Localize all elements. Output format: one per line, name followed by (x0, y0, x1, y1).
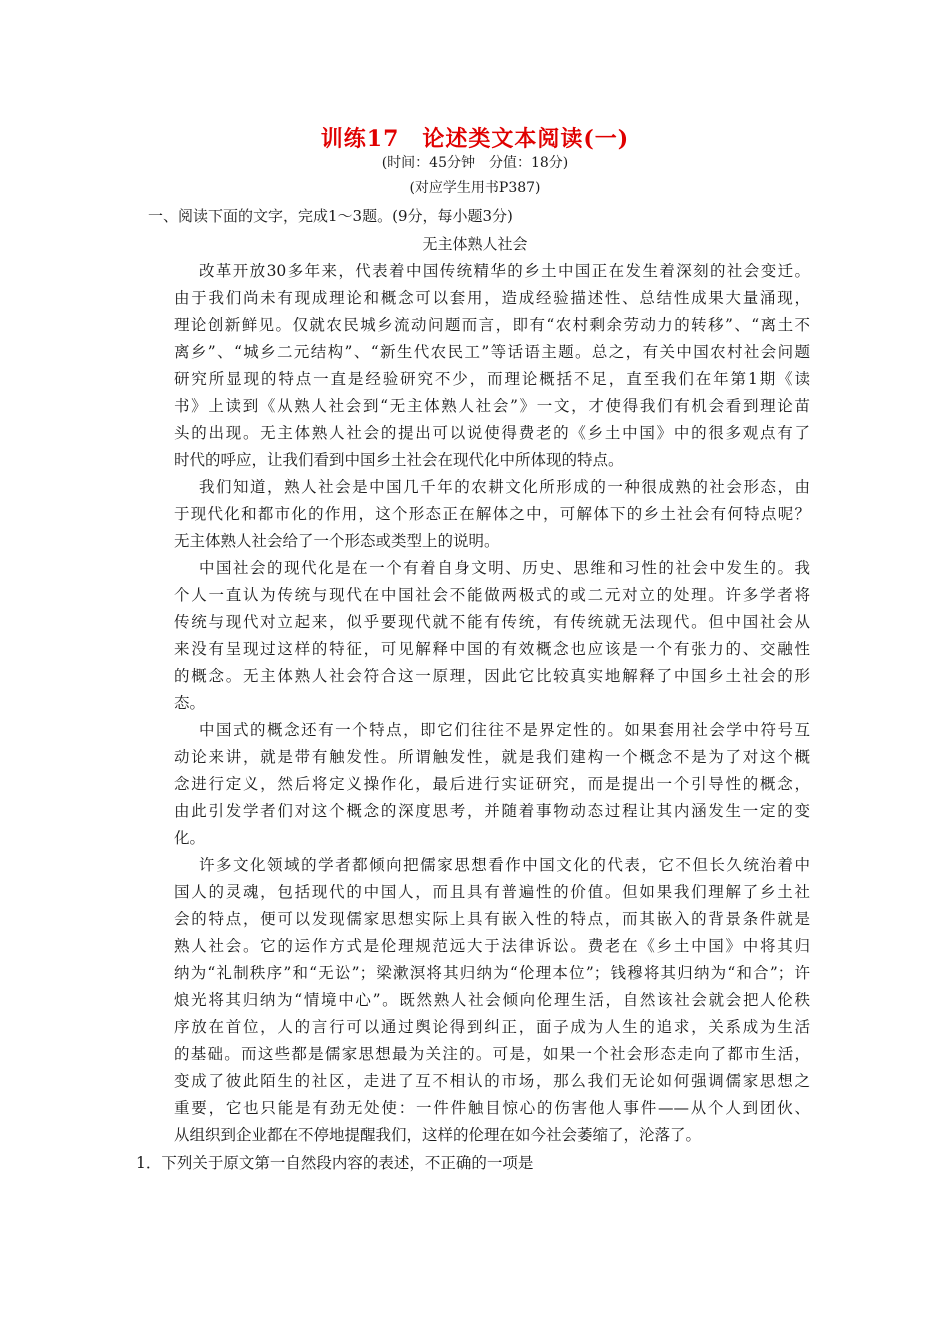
paragraph-line: 中国式的概念还有一个特点，即它们往往不是界定性的。如果套用社会学中符号互 (199, 721, 810, 739)
paragraph-line: 国人的灵魂，包括现代的中国人，而且具有普遍性的价值。但如果我们理解了乡土社 (174, 883, 810, 901)
paragraph-line: 熟人社会。它的运作方式是伦理规范远大于法律诉讼。费老在《乡土中国》中将其归 (174, 937, 810, 955)
paragraph-line: 离乡”、“城乡二元结构”、“新生代农民工”等话语主题。总之，有关中国农村社会问题 (174, 343, 810, 361)
question-1: 1．下列关于原文第一自然段内容的表述，不正确的一项是 (136, 1154, 534, 1172)
paragraph-line: 书》上读到《从熟人社会到“无主体熟人社会”》一文，才使得我们有机会看到理论苗 (174, 397, 810, 415)
paragraph-line: 中国社会的现代化是在一个有着自身文明、历史、思维和习性的社会中发生的。我 (199, 559, 810, 577)
paragraph-line: 无主体熟人社会给了一个形态或类型上的说明。 (174, 532, 500, 550)
paragraph-line: 态。 (174, 694, 206, 712)
paragraph-line: 头的出现。无主体熟人社会的提出可以说使得费老的《乡土中国》中的很多观点有了 (174, 424, 810, 442)
paragraph-line: 动论来讲，就是带有触发性。所谓触发性，就是我们建构一个概念不是为了对这个概 (174, 748, 810, 766)
paragraph-line: 由此引发学者们对这个概念的深度思考，并随着事物动态过程让其内涵发生一定的变 (174, 802, 810, 820)
article-body (174, 258, 810, 1149)
article-paragraph (174, 474, 810, 555)
paragraph-line: 化。 (174, 829, 206, 847)
page-title: 训练17 论述类文本阅读(一) (320, 126, 630, 152)
time-score-line: (时间：45分钟 分值：18分) (381, 155, 569, 171)
article-paragraph (174, 555, 810, 717)
paragraph-line: 由于我们尚未有现成理论和概念可以套用，造成经验描述性、总结性成果大量涌现， (174, 289, 810, 307)
article-title: 无主体熟人社会 (422, 235, 528, 253)
paragraph-line: 许多文化领域的学者都倾向把儒家思想看作中国文化的代表，它不但长久统治着中 (199, 856, 810, 874)
article-paragraph (174, 717, 810, 852)
paragraph-line: 会的特点，便可以发现儒家思想实际上具有嵌入性的特点，而其嵌入的背景条件就是 (174, 910, 810, 928)
paragraph-line: 重要，它也只能是有劲无处使：一件件触目惊心的伤害他人事件——从个人到团伙、 (174, 1099, 810, 1117)
article-paragraph (174, 258, 810, 474)
paragraph-line: 的基础。而这些都是儒家思想最为关注的。可是，如果一个社会形态走向了都市生活， (174, 1045, 810, 1063)
paragraph-line: 研究所显现的特点一直是经验研究不少，而理论概括不足，直至我们在年第1期《读 (174, 370, 810, 388)
section-instruction: 一、阅读下面的文字，完成1～3题。(9分，每小题3分) (148, 207, 513, 225)
paragraph-line: 来没有呈现过这样的特征，可见解释中国的有效概念也应该是一个有张力的、交融性 (174, 640, 810, 658)
paragraph-line: 纳为“礼制秩序”和“无讼”；梁漱溟将其归纳为“伦理本位”；钱穆将其归纳为“和合”；许 (174, 964, 810, 982)
paragraph-line: 个人一直认为传统与现代在中国社会不能做两极式的或二元对立的处理。许多学者将 (174, 586, 810, 604)
paragraph-line: 传统与现代对立起来，似乎要现代就不能有传统，有传统就无法现代。但中国社会从 (174, 613, 810, 631)
paragraph-line: 我们知道，熟人社会是中国几千年的农耕文化所形成的一种很成熟的社会形态，由 (199, 478, 810, 496)
reference-line: (对应学生用书P387) (409, 180, 541, 196)
paragraph-line: 从组织到企业都在不停地提醒我们，这样的伦理在如今社会萎缩了，沦落了。 (174, 1126, 702, 1144)
paragraph-line: 变成了彼此陌生的社区，走进了互不相认的市场，那么我们无论如何强调儒家思想之 (174, 1072, 810, 1090)
paragraph-line: 理论创新鲜见。仅就农民城乡流动问题而言，即有“农村剩余劳动力的转移”、“离土不 (174, 316, 810, 334)
article-paragraph (174, 852, 810, 1149)
paragraph-line: 改革开放30多年来，代表着中国传统精华的乡土中国正在发生着深刻的社会变迁。 (199, 262, 810, 280)
paragraph-line: 序放在首位，人的言行可以通过舆论得到纠正，面子成为人生的追求，关系成为生活 (174, 1018, 810, 1036)
paragraph-line: 烺光将其归纳为“情境中心”。既然熟人社会倾向伦理生活，自然该社会就会把人伦秩 (174, 991, 810, 1009)
paragraph-line: 念进行定义，然后将定义操作化，最后进行实证研究，而是提出一个引导性的概念， (174, 775, 810, 793)
paragraph-line: 时代的呼应，让我们看到中国乡土社会在现代化中所体现的特点。 (174, 451, 624, 469)
paragraph-line: 于现代化和都市化的作用，这个形态正在解体之中，可解体下的乡土社会有何特点呢？ (174, 505, 810, 523)
paragraph-line: 的概念。无主体熟人社会符合这一原理，因此它比较真实地解释了中国乡土社会的形 (174, 667, 810, 685)
